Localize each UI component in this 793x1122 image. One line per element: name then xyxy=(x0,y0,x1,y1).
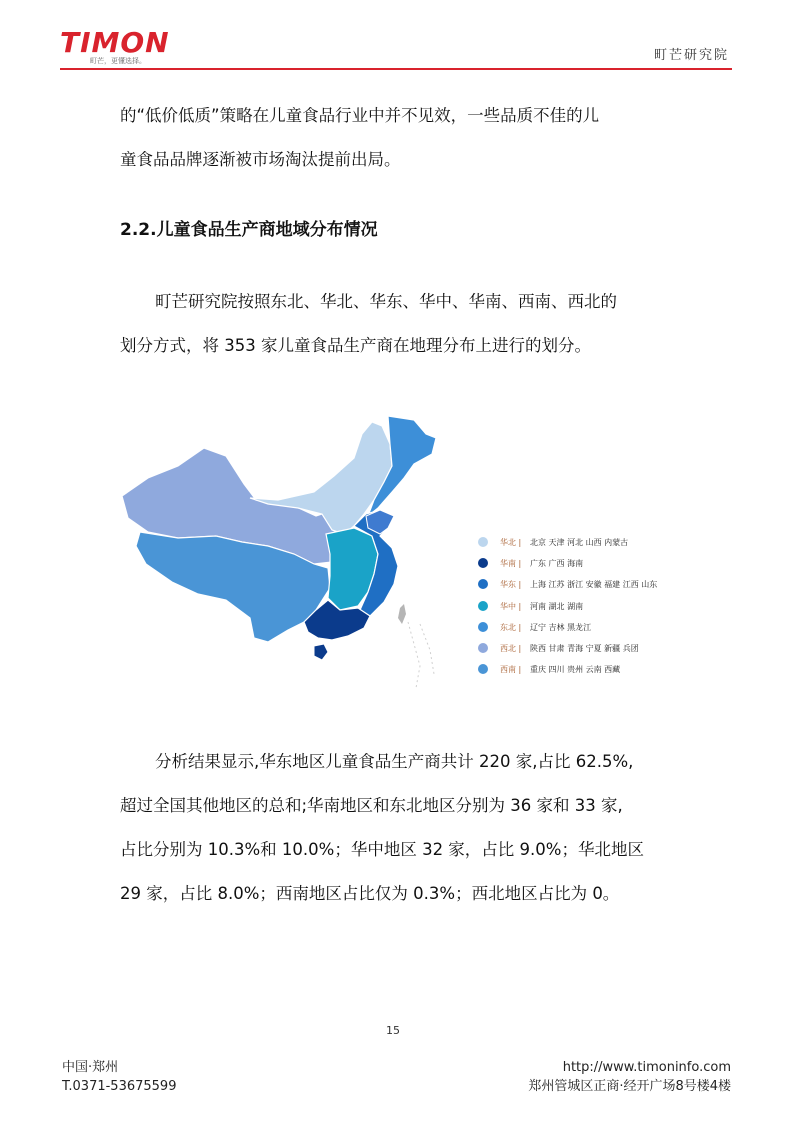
legend-provinces: 上海 江苏 浙江 安徽 福建 江西 山东 xyxy=(530,580,658,590)
legend-region-label: 华东 | xyxy=(500,580,522,590)
header-divider xyxy=(60,68,732,70)
section-heading xyxy=(120,208,680,252)
legend-provinces: 重庆 四川 贵州 云南 西藏 xyxy=(530,665,621,675)
footer-right xyxy=(528,1058,731,1096)
paragraph-3 xyxy=(120,740,680,916)
para3-line4: 29 家，占比 8.0%；西南地区占比仅为 0.3%；西北地区占比为 0。 xyxy=(120,884,620,903)
para2-line2: 划分方式，将 353 家儿童食品生产商在地理分布上进行的划分。 xyxy=(120,336,591,355)
para3-line2: 超过全国其他地区的总和;华南地区和东北地区分别为 36 家和 33 家, xyxy=(120,796,623,815)
legend-region-label: 华中 | xyxy=(500,601,522,611)
timon-logo xyxy=(60,26,180,66)
south-sea-islands xyxy=(408,622,434,688)
legend-provinces: 辽宁 吉林 黑龙江 xyxy=(530,622,592,632)
legend-item xyxy=(474,619,704,640)
footer-url[interactable]: http://www.timoninfo.com xyxy=(562,1060,731,1075)
legend-item xyxy=(474,640,704,661)
logo-wordmark: TIMON xyxy=(60,26,170,59)
legend-item xyxy=(474,598,704,619)
legend-color-dot xyxy=(478,664,488,674)
paragraph-1 xyxy=(120,94,680,182)
para2-line1: 町芒研究院按照东北、华北、华东、华中、华南、西南、西北的 xyxy=(155,292,617,311)
legend-provinces: 河南 湖北 湖南 xyxy=(530,601,584,611)
footer-left xyxy=(62,1058,176,1096)
legend-region-label: 西北 | xyxy=(500,643,522,653)
legend-region-label: 西南 | xyxy=(500,665,522,675)
footer-address: 郑州管城区正商·经开广场8号楼4楼 xyxy=(528,1079,731,1094)
para3-line1: 分析结果显示,华东地区儿童食品生产商共计 220 家,占比 62.5%, xyxy=(155,752,634,771)
legend-item xyxy=(474,555,704,576)
logo-tagline: 町芒，更懂选择。 xyxy=(90,57,146,65)
map-legend xyxy=(474,534,704,682)
legend-color-dot xyxy=(478,537,488,547)
legend-region-label: 华北 | xyxy=(500,538,522,547)
page-number: 15 xyxy=(386,1024,400,1037)
legend-item xyxy=(474,534,704,555)
legend-color-dot xyxy=(478,643,488,653)
legend-color-dot xyxy=(478,622,488,632)
para3-line3: 占比分别为 10.3%和 10.0%；华中地区 32 家，占比 9.0%；华北地区 xyxy=(120,840,644,859)
legend-color-dot xyxy=(478,579,488,589)
map-province-taiwan xyxy=(398,604,406,624)
legend-region-label: 东北 | xyxy=(500,622,522,632)
legend-item xyxy=(474,576,704,597)
legend-provinces: 陕西 甘肃 青海 宁夏 新疆 兵团 xyxy=(530,643,639,653)
map-province-hainan xyxy=(314,644,328,660)
para1-line2: 童食品品牌逐渐被市场淘汰提前出局。 xyxy=(120,150,401,169)
legend-color-dot xyxy=(478,558,488,568)
legend-color-dot xyxy=(478,601,488,611)
para1-line1: 的“低价低质”策略在儿童食品行业中并不见效，一些品质不佳的儿 xyxy=(120,106,600,125)
page-header xyxy=(0,0,793,72)
legend-provinces: 北京 天津 河北 山西 内蒙古 xyxy=(530,538,629,547)
legend-region-label: 华南 | xyxy=(500,559,522,569)
header-brand: 町芒研究院 xyxy=(653,48,729,63)
footer-phone: T.0371-53675599 xyxy=(62,1079,177,1094)
section-title: 2.2.儿童食品生产商地域分布情况 xyxy=(120,220,378,240)
legend-item xyxy=(474,661,704,682)
footer-location: 中国·郑州 xyxy=(62,1060,119,1075)
paragraph-2 xyxy=(120,280,680,368)
legend-provinces: 广东 广西 海南 xyxy=(530,559,584,569)
